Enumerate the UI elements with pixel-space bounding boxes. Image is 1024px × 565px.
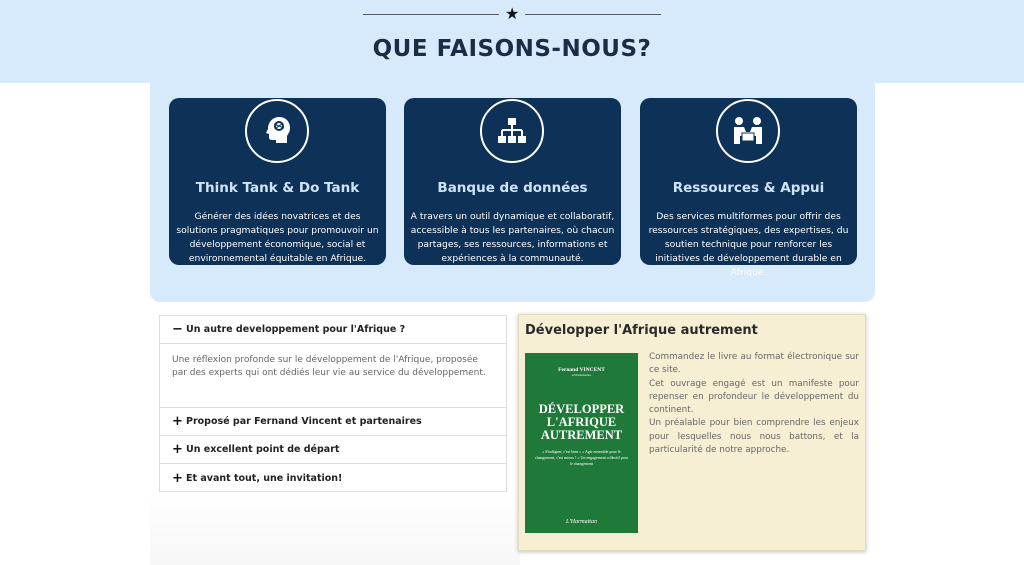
card-text: Générer des idées novatrices et des solutions pragmatiques pour promouvoir un développement économique, social et environnemental équitable en Afrique. <box>176 211 379 264</box>
faq-accordion <box>159 315 507 492</box>
card-banque-donnees <box>404 98 621 265</box>
title-divider-right <box>525 14 661 15</box>
accordion-body: Une réflexion profonde sur le développement de l'Afrique, proposée par des experts qui ont dédiés leur vie au service du développement. <box>160 344 506 408</box>
cover-publisher: L'Harmattan <box>566 519 597 525</box>
accordion-item-propose-par[interactable] <box>160 408 506 436</box>
plus-icon: + <box>172 442 183 457</box>
card-title: Ressources & Appui <box>672 180 825 196</box>
star-icon: ★ <box>505 4 520 23</box>
title-divider-left <box>363 14 499 15</box>
accordion-item-autre-developpement[interactable] <box>160 316 506 344</box>
book-paragraph: Commandez le livre au format électronique sur ce site. <box>649 352 859 376</box>
card-ressources-appui <box>640 98 857 278</box>
background-fade <box>150 492 520 565</box>
cover-main-title <box>525 403 638 442</box>
accordion-label: Proposé par Fernand Vincent et partenaires <box>186 416 422 427</box>
book-description <box>649 351 859 457</box>
accordion-item-point-depart[interactable] <box>160 436 506 464</box>
cover-quote: « S'indigner, c'est bien » « Agir ensemble pour le changement, c'est mieux ! » Un engagement collectif pour le changement <box>534 449 629 466</box>
book-promo-box <box>518 314 866 551</box>
card-text: Des services multiformes pour offrir des ressources stratégiques, des expertises, du soutien technique pour renforcer les initiatives de développement durable en Afrique. <box>648 211 849 278</box>
book-title: Développer l'Afrique autrement <box>525 323 758 338</box>
card-title: Think Tank & Do Tank <box>195 180 360 196</box>
book-paragraph: Cet ouvrage engagé est un manifeste pour repenser en profondeur le développement du continent. <box>649 378 859 416</box>
book-paragraph: Un préalable pour bien comprendre les enjeux pour lesquelles nous nous battons, et la particularité de notre approche. <box>649 418 859 456</box>
cover-title-line: DÉVELOPPER <box>538 402 625 416</box>
plus-icon: + <box>172 414 183 429</box>
people-collaboration-icon <box>716 99 780 163</box>
section-title: QUE FAISONS-NOUS? <box>372 36 652 62</box>
cover-title-line: L'AFRIQUE <box>546 415 617 429</box>
accordion-item-invitation[interactable] <box>160 464 506 492</box>
book-cover-image[interactable] <box>525 353 638 533</box>
hierarchy-icon <box>480 99 544 163</box>
accordion-label: Un excellent point de départ <box>186 444 340 455</box>
cover-author: Fernand VINCENT <box>558 367 605 373</box>
cover-subtitle: et Partenaires <box>572 373 591 377</box>
card-title: Banque de données <box>437 180 588 196</box>
plus-icon: + <box>172 470 183 486</box>
accordion-label: Et avant tout, une invitation! <box>186 472 343 484</box>
brain-head-icon <box>245 99 309 163</box>
card-think-tank <box>169 98 386 265</box>
accordion-label: Un autre developpement pour l'Afrique ? <box>186 324 406 335</box>
minus-icon: − <box>172 322 183 337</box>
cover-title-line: AUTREMENT <box>540 428 623 442</box>
card-text: A travers un outil dynamique et collaboratif, accessible à tous les partenaires, où chacun partages, ses ressources, informations et expériences à la communauté. <box>410 211 615 264</box>
